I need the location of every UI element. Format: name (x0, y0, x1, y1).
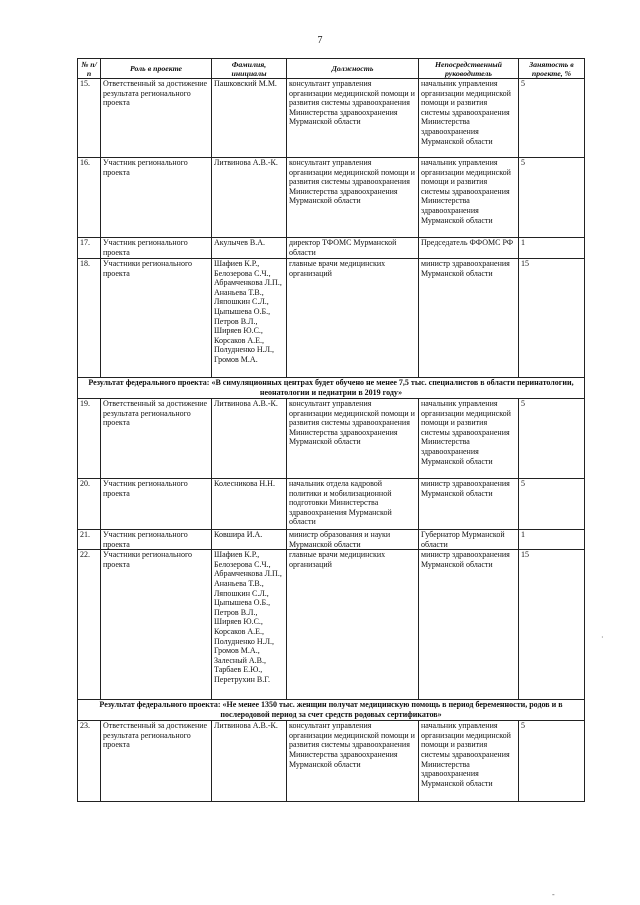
name-cell: Пашковский М.М. (212, 79, 287, 158)
header-cell: Должность (287, 59, 419, 79)
table-row (78, 238, 585, 259)
header-cell: Роль в проекте (101, 59, 212, 79)
employment-cell: 5 (519, 79, 585, 158)
table-row (78, 530, 585, 550)
table-row (78, 721, 585, 802)
row-number: 16. (78, 158, 101, 238)
table-row (78, 399, 585, 479)
employment-cell: 15 (519, 259, 585, 378)
supervisor-cell: начальник управления организации медицинской помощи и развития системы здравоохранения Министерства здравоохранения Мурманской области (419, 79, 519, 158)
row-number: 21. (78, 530, 101, 550)
table-row (78, 158, 585, 238)
role-cell: Участники регионального проекта (101, 259, 212, 378)
scan-dot-mark: · (601, 633, 604, 642)
header-cell: Непосредственный руководитель (419, 59, 519, 79)
scan-dash-mark: - (552, 890, 555, 899)
role-cell: Участник регионального проекта (101, 479, 212, 530)
row-number: 20. (78, 479, 101, 530)
employment-cell: 5 (519, 399, 585, 479)
position-cell: консультант управления организации медицинской помощи и развития системы здравоохранения Министерства здравоохранения Мурманской области (287, 79, 419, 158)
employment-cell: 5 (519, 721, 585, 802)
name-cell: Шафиев К.Р., Белозерова С.Ч., Абрамченкова Л.П., Ананьева Т.В., Ляпошкин С.Л., Цыпышева О.Б., Петров В.Л., Ширяев Ю.С., Корсаков А.Е., Полудненко Н.Л., Громов М.А., Залесный А.В., Тарбаев Е.Ю., Перетрухин В.Г. (212, 550, 287, 700)
table-row (78, 479, 585, 530)
header-cell: № п/п (78, 59, 101, 79)
name-cell: Литвинова А.В.-К. (212, 399, 287, 479)
section-row (78, 378, 585, 399)
employment-cell: 5 (519, 479, 585, 530)
supervisor-cell: Председатель ФФОМС РФ (419, 238, 519, 259)
supervisor-cell: Губернатор Мурманской области (419, 530, 519, 550)
role-cell: Ответственный за достижение результата регионального проекта (101, 399, 212, 479)
page-number: 7 (317, 35, 323, 46)
name-cell: Ковшира И.А. (212, 530, 287, 550)
position-cell: министр образования и науки Мурманской области (287, 530, 419, 550)
name-cell: Литвинова А.В.-К. (212, 158, 287, 238)
supervisor-cell: начальник управления организации медицинской помощи и развития системы здравоохранения Министерства здравоохранения Мурманской области (419, 399, 519, 479)
position-cell: начальник отдела кадровой политики и мобилизационной подготовки Министерства здравоохранения Мурманской области (287, 479, 419, 530)
name-cell: Литвинова А.В.-К. (212, 721, 287, 802)
role-cell: Ответственный за достижение результата регионального проекта (101, 721, 212, 802)
table-row (78, 259, 585, 378)
position-cell: консультант управления организации медицинской помощи и развития системы здравоохранения Министерства здравоохранения Мурманской области (287, 721, 419, 802)
employment-cell: 5 (519, 158, 585, 238)
role-cell: Ответственный за достижение результата регионального проекта (101, 79, 212, 158)
employment-cell: 1 (519, 530, 585, 550)
role-cell: Участник регионального проекта (101, 530, 212, 550)
position-cell: главные врачи медицинских организаций (287, 550, 419, 700)
header-cell: Занятость в проекте, % (519, 59, 585, 79)
position-cell: консультант управления организации медицинской помощи и развития системы здравоохранения Министерства здравоохранения Мурманской области (287, 399, 419, 479)
employment-cell: 15 (519, 550, 585, 700)
name-cell: Колесникова Н.Н. (212, 479, 287, 530)
role-cell: Участники регионального проекта (101, 550, 212, 700)
employment-cell: 1 (519, 238, 585, 259)
position-cell: консультант управления организации медицинской помощи и развития системы здравоохранения Министерства здравоохранения Мурманской области (287, 158, 419, 238)
name-cell: Акулычев В.А. (212, 238, 287, 259)
table-row (78, 79, 585, 158)
position-cell: главные врачи медицинских организаций (287, 259, 419, 378)
federal-result-heading: Результат федерального проекта: «В симуляционных центрах будет обучено не менее 7,5 тыс. специалистов в области перинатологии, неонатологии и педиатрии в 2019 году» (78, 378, 585, 399)
row-number: 17. (78, 238, 101, 259)
role-cell: Участник регионального проекта (101, 238, 212, 259)
name-cell: Шафиев К.Р., Белозерова С.Ч., Абрамченкова Л.П., Ананьева Т.В., Ляпошкин С.Л., Цыпышева О.Б., Петров В.Л., Ширяев Ю.С., Корсаков А.Е., Полудненко Н.Л., Громов М.А. (212, 259, 287, 378)
supervisor-cell: министр здравоохранения Мурманской области (419, 259, 519, 378)
table-row (78, 550, 585, 700)
federal-result-heading: Результат федерального проекта: «Не менее 1350 тыс. женщин получат медицинскую помощь в период беременности, родов и в послеродовой период за счет средств родовых сертификатов» (78, 700, 585, 721)
role-cell: Участник регионального проекта (101, 158, 212, 238)
row-number: 23. (78, 721, 101, 802)
row-number: 18. (78, 259, 101, 378)
row-number: 15. (78, 79, 101, 158)
position-cell: директор ТФОМС Мурманской области (287, 238, 419, 259)
supervisor-cell: начальник управления организации медицинской помощи и развития системы здравоохранения Министерства здравоохранения Мурманской области (419, 158, 519, 238)
supervisor-cell: министр здравоохранения Мурманской области (419, 479, 519, 530)
project-roles-table (77, 58, 585, 802)
header-cell: Фамилия, инициалы (212, 59, 287, 79)
row-number: 22. (78, 550, 101, 700)
supervisor-cell: министр здравоохранения Мурманской области (419, 550, 519, 700)
supervisor-cell: начальник управления организации медицинской помощи и развития системы здравоохранения Министерства здравоохранения Мурманской области (419, 721, 519, 802)
section-row (78, 700, 585, 721)
table-header-row (78, 59, 585, 79)
row-number: 19. (78, 399, 101, 479)
